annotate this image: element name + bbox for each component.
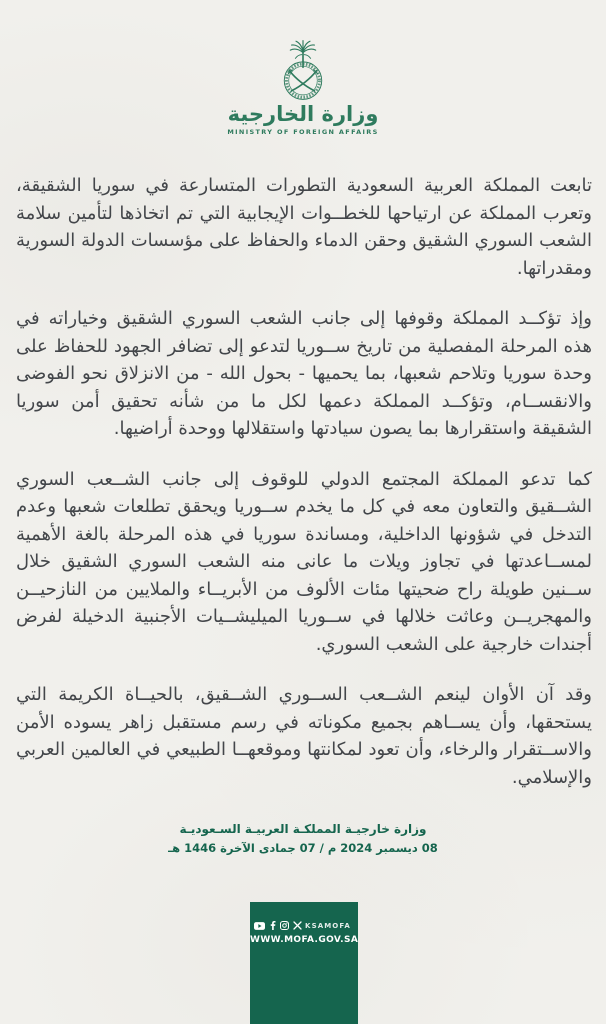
ministry-name-english: MINISTRY OF FOREIGN AFFAIRS	[227, 128, 379, 136]
x-icon[interactable]	[293, 921, 302, 930]
statement-body	[16, 172, 592, 814]
facebook-icon[interactable]	[269, 921, 277, 930]
mofa-logo-block	[0, 40, 606, 136]
social-box	[250, 902, 358, 1024]
footer-date-line: 08 ديسمبر 2024 م / 07 جمادى الآخرة 1446 هـ	[168, 841, 438, 855]
social-icons-row	[250, 920, 358, 931]
instagram-icon[interactable]	[280, 921, 289, 930]
footer-ministry-line: وزارة خارجيـة المملكـة العربيـة السـعوديـة	[179, 822, 427, 836]
signature-footer	[0, 822, 606, 855]
statement-paragraph-2: وإذ تؤكــد المملكة وقوفها إلى جانب الشعب السوري الشقيق وخياراته في هذه المرحلة المفصلية من تاريخ ســوريا لتدعو إلى تضافر الجهود للحفاظ على وحدة سوريا وتلاحم شعبها، بما يحميها - بحول الله - من الانزلاق نحو الفوضى والانقســام، وتؤكــد المملكة دعمها لكل ما من شأنه تحقيق أمن سوريا الشقيقة واستقرارها بما يصون سيادتها واستقلالها ووحدة أراضيها.	[16, 308, 592, 439]
ministry-name-arabic: وزارة الخارجية	[227, 102, 379, 126]
website-url[interactable]: WWW.MOFA.GOV.SA	[250, 935, 359, 945]
youtube-icon[interactable]	[254, 922, 265, 930]
statement-paragraph-3: كما تدعو المملكة المجتمع الدولي للوقوف إلى جانب الشــعب السوري الشــقيق والتعاون معه في كل ما يخدم ســوريا ويحقق تطلعات شعبها وعدم التدخل في شؤونها الداخلية، ومساندة سوريا في هذه المرحلة بالغة الأهمية لمســاعدتها في تجاوز ويلات ما عانى منه الشعب السوري الشقيق خلال ســنين طويلة راح ضحيتها مئات الألوف من الأبريــاء والملايين من النازحيــن والمهجريــن وعاثت خلالها في ســوريا الميليشــيات الأجنبية الدخيلة لفرض أجندات خارجية على الشعب السوري.	[16, 468, 592, 655]
mofa-emblem-icon	[271, 40, 335, 106]
social-handle: KSAMOFA	[305, 921, 351, 930]
statement-paragraph-4: وقد آن الأوان لينعم الشــعب الســوري الشــقيق، بالحيــاة الكريمة التي يستحقها، وأن يســاهم بجميع مكوناته في رسم مستقبل زاهر يسوده الأمن والاســتقرار والرخاء، وأن تعود لمكانتها وموقعهــا الطبيعي في العالمين العربي والإسلامي.	[16, 684, 592, 788]
statement-paragraph-1: تابعت المملكة العربية السعودية التطورات المتسارعة في سوريا الشقيقة، وتعرب المملكة عن ارتياحها للخطــوات الإيجابية التي تم اتخاذها لتأمين سلامة الشعب السوري الشقيق وحقن الدماء والحفاظ على مؤسسات الدولة السورية ومقدراتها.	[16, 175, 592, 279]
